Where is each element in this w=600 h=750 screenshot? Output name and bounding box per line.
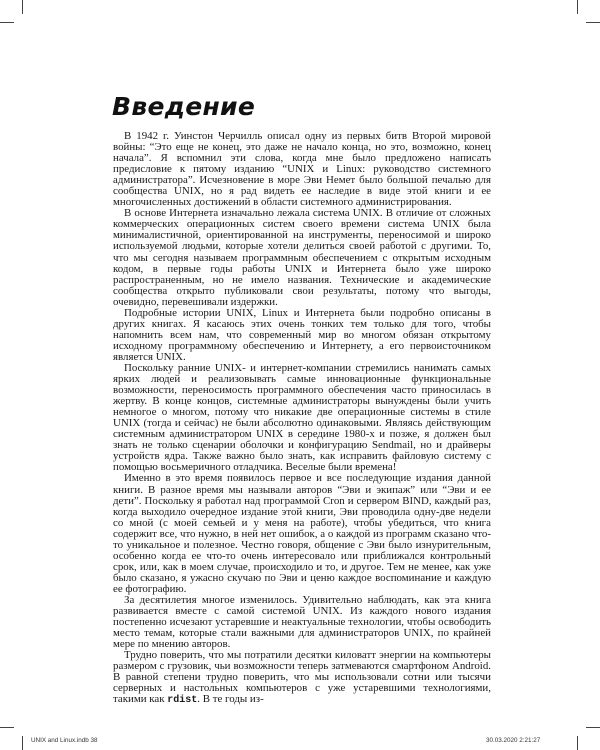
footer-timestamp: 30.03.2020 2:21:27 (486, 737, 541, 744)
paragraph: Подробные истории UNIX, Linux и Интернета были подробно описаны в других книгах. Я касаюсь этих очень тонких тем только для того, чтобы напомнить всем нам, что современный мир во многом обязан открытому исходному программному обеспечению и Интернету, а его первоисточником является UNIX. (113, 306, 491, 363)
code-rdist: rdist (167, 695, 198, 707)
paragraph: Поскольку ранние UNIX- и интернет-компании стремились нанимать самых ярких людей и реализовывать самые инновационные функциональные возможности, переносимость программного обеспечения часто приносилась в жертву. В конце концов, системные администраторы вынуждены были учить немногое о многом, потому что никакие две операционные системы в стиле UNIX (тогда и сейчас) не были абсолютно одинаковыми. Являясь действующим системным администратором UNIX в середине 1980-х и позже, я должен был знать не только сценарии оболочки и конфигурацию Sendmail, но и драйверы устройств ядра. Также важно было знать, как исправить файловую систему с помощью восьмеричного отладчика. Веселые были времена! (113, 361, 491, 474)
crop-mark (22, 736, 23, 750)
crop-mark (0, 727, 14, 728)
paragraph (113, 650, 491, 706)
paragraph-text: . В те годы из- (197, 693, 264, 706)
crop-mark (22, 0, 23, 14)
footer-file-info: UNIX and Linux.indb 38 (31, 737, 98, 744)
crop-mark (0, 22, 14, 23)
paragraph: Именно в это время появилось первое и все последующие издания данной книги. В разное время мы называли авторов “Эви и экипаж” или “Эви и ее дети”. Поскольку я работал над программой Cron и сервером BIND, каждый раз, когда выходило очередное издание этой книги, Эви проводила одну-две недели со мной (с моей семьей и у меня на работе), чтобы убедиться, что книга содержит все, что нужно, в ней нет ошибок, а о каждой из программ сказано что-то уникальное и полезное. Честно говоря, общение с Эви было изнурительным, особенно когда ее что-то очень интересовало или приближался контрольный срок, или, как в моем случае, происходило и то, и другое. Тем не менее, как уже было сказано, я ужасно скучаю по Эви и ценю каждое воспоминание и каждую ее фотографию. (113, 472, 491, 595)
crop-mark (577, 0, 578, 14)
body-text (113, 131, 491, 706)
crop-mark (577, 736, 578, 750)
page-title: Введение (112, 92, 256, 121)
paragraph: За десятилетия многое изменилось. Удивительно наблюдать, как эта книга развивается вместе с самой системой UNIX. Из каждого нового издания постепенно исчезают устаревшие и неактуальные технологии, чтобы освободить место темам, которые стали важными для администраторов UNIX, по крайней мере по мнению авторов. (113, 593, 491, 651)
crop-mark (586, 727, 600, 728)
paragraph: В основе Интернета изначально лежала система UNIX. В отличие от сложных коммерческих операционных систем своего времени система UNIX была минималистичной, ориентированной на инструменты, переносимой и широко используемой людьми, которые хотели делиться своей работой с другими. То, что мы сегодня называем программным обеспечением с открытым исходным кодом, в первые годы работы UNIX и Интернета было уже широко распространенным, но не имело названия. Технические и академические сообщества открыто публиковали свои результаты, потому что выгоды, очевидно, перевешивали издержки. (113, 207, 491, 308)
paragraph: В 1942 г. Уинстон Черчилль описал одну из первых битв Второй мировой войны: “Это еще не конец, это даже не начало конца, но это, возможно, конец начала”. Я вспомнил эти слова, когда мне было предложено написать предисловие к пятому изданию “UNIX и Linux: руководство системного администратора”. Исчезновение в море Эви Немет было большой печалью для сообщества UNIX, но я рад видеть ее наследие в виде этой книги и ее многочисленных достижений в области системного администрирования. (113, 130, 491, 209)
crop-mark (586, 22, 600, 23)
paragraph-text: Трудно поверить, что мы потратили десятки киловатт энергии на компьютеры размером с грузовик, чьи возможности теперь затмеваются смартфоном Android. В равной степени трудно поверить, что мы использовали сотни или тысячи серверных и настольных компьютеров с уже устаревшими технологиями, такими как (113, 649, 491, 706)
